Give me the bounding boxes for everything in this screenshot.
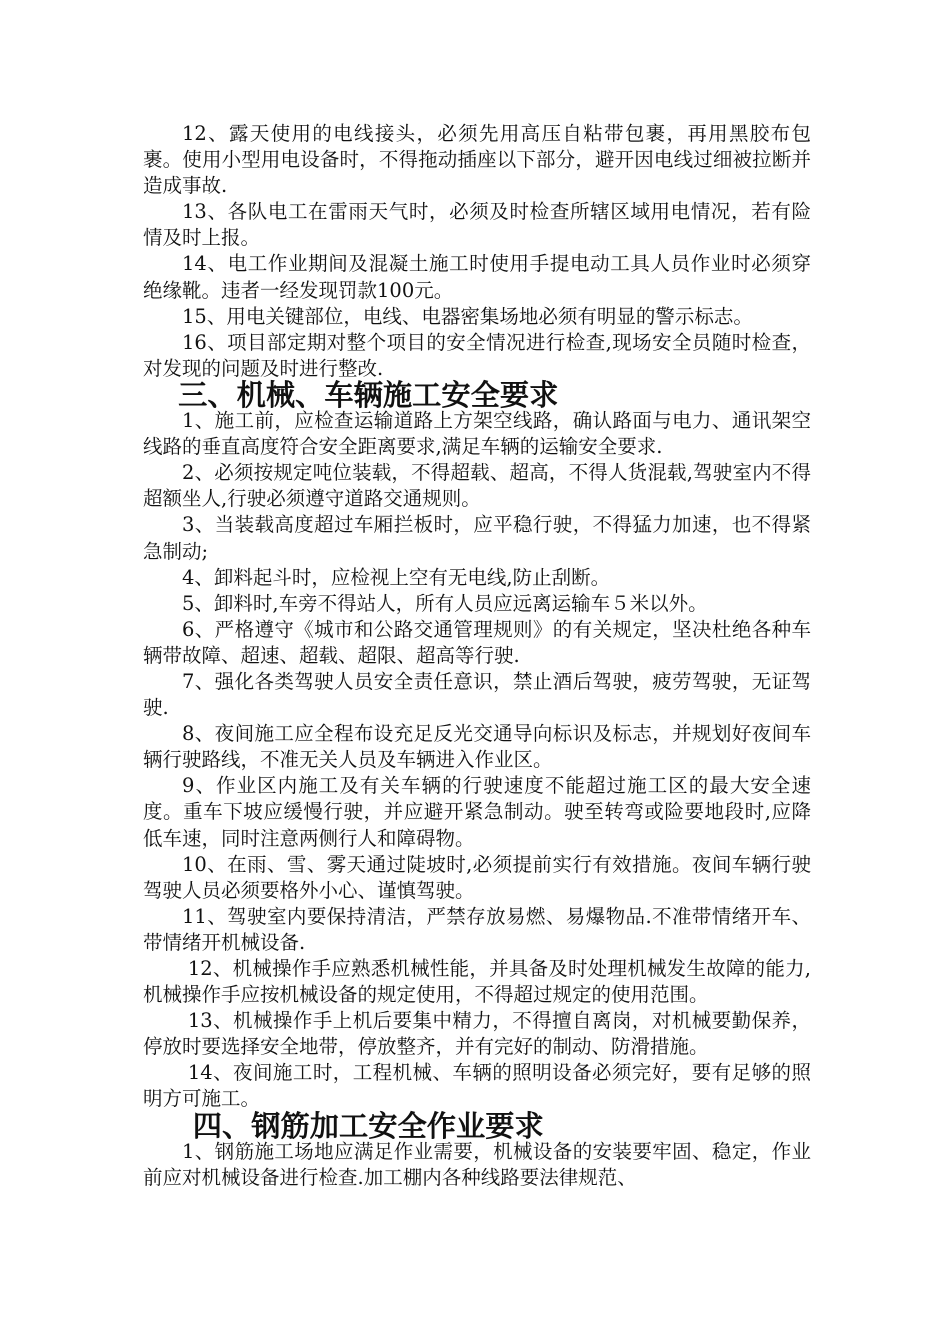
paragraph-vehicle-10: 10、在雨、雪、雾天通过陡坡时,必须提前实行有效措施。夜间车辆行驶驾驶人员必须要格外小心、谨慎驾驶。: [143, 852, 811, 902]
paragraph-vehicle-7: 7、强化各类驾驶人员安全责任意识，禁止酒后驾驶，疲劳驾驶，无证驾驶.: [143, 669, 811, 720]
paragraph-vehicle-8: 8、夜间施工应全程布设充足反光交通导向标识及标志，并规划好夜间车辆行驶路线，不准无关人员及车辆进入作业区。: [143, 722, 811, 772]
paragraph-vehicle-9: 9、作业区内施工及有关车辆的行驶速度不能超过施工区的最大安全速度。重车下坡应缓慢行驶，并应避开紧急制动。驶至转弯或险要地段时,应降低车速，同时注意两侧行人和障碍物。: [143, 774, 811, 850]
paragraph-electrical-13: 13、各队电工在雷雨天气时，必须及时检查所辖区域用电情况，若有险情及时上报。: [143, 200, 811, 250]
section-heading-rebar-processing: 四、钢筋加工安全作业要求: [192, 1108, 544, 1143]
paragraph-rebar-1: 1、钢筋施工场地应满足作业需要，机械设备的安装要牢固、稳定，作业前应对机械设备进行检查.加工棚内各种线路要法律规范、: [143, 1139, 811, 1189]
paragraph-vehicle-5: 5、卸料时,车旁不得站人，所有人员应远离运输车５米以外。: [182, 591, 708, 615]
paragraph-electrical-14: 14、电工作业期间及混凝土施工时使用手提电动工具人员作业时必须穿绝缘靴。违者一经发现罚款100元。: [143, 252, 811, 302]
section-heading-machinery-vehicles: 三、机械、车辆施工安全要求: [178, 377, 559, 412]
paragraph-vehicle-6: 6、严格遵守《城市和公路交通管理规则》的有关规定，坚决杜绝各种车辆带故障、超速、超载、超限、超高等行驶.: [143, 617, 811, 667]
paragraph-vehicle-14: 14、夜间施工时，工程机械、车辆的照明设备必须完好，要有足够的照明方可施工。: [143, 1061, 811, 1111]
paragraph-electrical-16: 16、项目部定期对整个项目的安全情况进行检查,现场安全员随时检查，对发现的问题及时进行整改.: [143, 330, 811, 380]
paragraph-electrical-12: 12、露天使用的电线接头，必须先用高压自粘带包裹，再用黑胶布包裹。使用小型用电设备时，不得拖动插座以下部分，避开因电线过细被拉断并造成事故.: [143, 122, 811, 198]
paragraph-vehicle-3: 3、当装载高度超过车厢拦板时，应平稳行驶，不得猛力加速，也不得紧急制动;: [143, 513, 811, 563]
paragraph-vehicle-4: 4、卸料起斗时，应检视上空有无电线,防止刮断。: [182, 565, 611, 589]
paragraph-electrical-15: 15、用电关键部位，电线、电器密集场地必须有明显的警示标志。: [182, 304, 753, 328]
document-page: [143, 121, 811, 1191]
paragraph-vehicle-12: 12、机械操作手应熟悉机械性能，并具备及时处理机械发生故障的能力,机械操作手应按机械设备的规定使用，不得超过规定的使用范围。: [143, 957, 811, 1007]
paragraph-vehicle-2: 2、必须按规定吨位装载，不得超载、超高，不得人货混载,驾驶室内不得超额坐人,行驶必须遵守道路交通规则。: [143, 461, 811, 511]
paragraph-vehicle-13: 13、机械操作手上机后要集中精力，不得擅自离岗，对机械要勤保养，停放时要选择安全地带，停放整齐，并有完好的制动、防滑措施。: [143, 1009, 811, 1059]
paragraph-vehicle-1: 1、施工前，应检查运输道路上方架空线路，确认路面与电力、通讯架空线路的垂直高度符合安全距离要求,满足车辆的运输安全要求.: [143, 409, 811, 459]
paragraph-vehicle-11: 11、驾驶室内要保持清洁，严禁存放易燃、易爆物品.不准带情绪开车、带情绪开机械设备.: [143, 904, 811, 954]
